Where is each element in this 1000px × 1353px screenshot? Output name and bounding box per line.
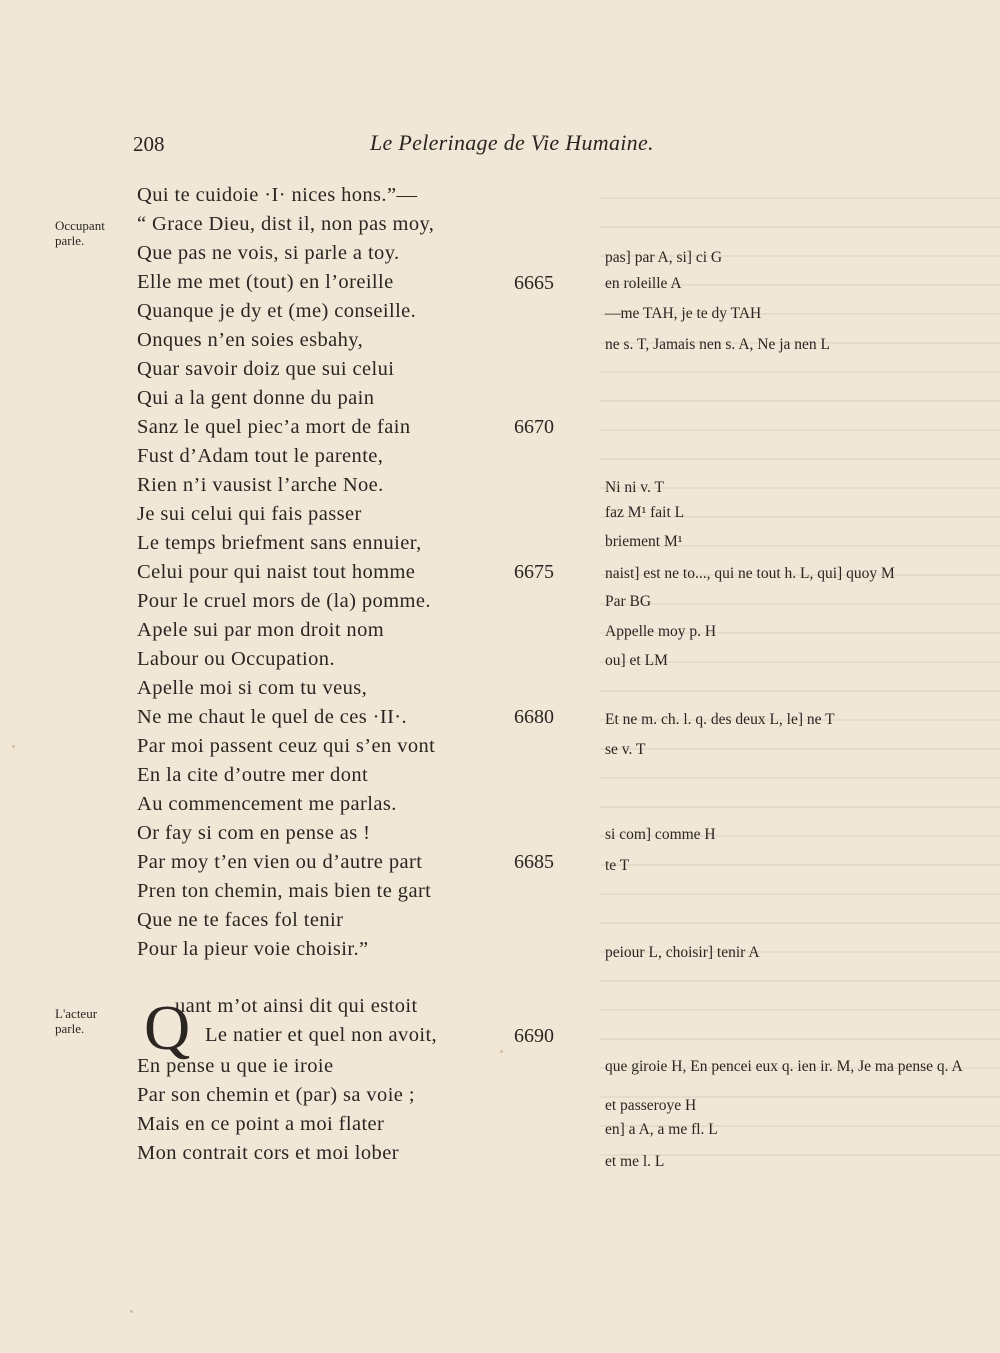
verse-line: En la cite d’outre mer dont: [137, 764, 369, 786]
verse-line: Ne me chaut le quel de ces ·II·.: [137, 706, 408, 728]
variant-note: Par BG: [605, 593, 652, 610]
variant-note: briement M¹: [605, 533, 683, 550]
variant-note: peiour L, choisir] tenir A: [605, 944, 760, 961]
paper-speck: [12, 745, 15, 748]
verse-line: Pour le cruel mors de (la) pomme.: [137, 590, 431, 612]
verse-line: En pense u que ie iroie: [137, 1055, 334, 1077]
variant-note: Et ne m. ch. l. q. des deux L, le] ne T: [605, 711, 835, 728]
margin-note-occupant: Occupant parle.: [55, 218, 105, 248]
variant-note: en roleille A: [605, 275, 682, 292]
verse-line: Labour ou Occupation.: [137, 648, 335, 670]
variant-note: et me l. L: [605, 1153, 665, 1170]
running-head: Le Pelerinage de Vie Humaine.: [370, 130, 654, 155]
variant-note: en] a A, a me fl. L: [605, 1121, 718, 1138]
verse-line: Mais en ce point a moi flater: [137, 1113, 385, 1135]
verse-line: “ Grace Dieu, dist il, non pas moy,: [137, 213, 435, 235]
verse-line: Pren ton chemin, mais bien te gart: [137, 880, 432, 902]
drop-cap-initial: Q: [144, 992, 191, 1063]
line-number: 6670: [514, 416, 554, 438]
variant-note: que giroie H, En pencei eux q. ien ir. M, Je ma pense q. A: [605, 1058, 963, 1075]
margin-note-acteur: L'acteur parle.: [55, 1006, 98, 1036]
verse-line: uant m’ot ainsi dit qui estoit: [175, 995, 418, 1017]
variant-note: faz M¹ fait L: [605, 504, 685, 521]
verse-line: Qui te cuidoie ·I· nices hons.”—: [137, 184, 418, 206]
verse-line: Le natier et quel non avoit,: [205, 1024, 438, 1046]
verse-line: Rien n’i vausist l’arche Noe.: [137, 474, 384, 496]
verse-line: Quar savoir doiz que sui celui: [137, 358, 395, 380]
variant-note: pas] par A, si] ci G: [605, 249, 723, 266]
verse-line: Apelle moi si com tu veus,: [137, 677, 368, 699]
verse-line: Apele sui par mon droit nom: [137, 619, 385, 641]
variant-note: —me TAH, je te dy TAH: [605, 305, 762, 322]
verse-line: Que ne te faces fol tenir: [137, 909, 344, 931]
variant-note: naist] est ne to..., qui ne tout h. L, qui] quoy M: [605, 565, 895, 582]
verse-line: Par moi passent ceuz qui s’en vont: [137, 735, 436, 757]
paper-speck: [500, 1050, 503, 1053]
verse-line: Onques n’en soies esbahy,: [137, 329, 364, 351]
variant-note: et passeroye H: [605, 1097, 697, 1114]
verse-line: Que pas ne vois, si parle a toy.: [137, 242, 400, 264]
show-through-text: [600, 175, 1000, 1175]
verse-line: Au commencement me parlas.: [137, 793, 397, 815]
line-number: 6680: [514, 706, 554, 728]
variant-note: ou] et LM: [605, 652, 668, 669]
verse-line: Elle me met (tout) en l’oreille: [137, 271, 394, 293]
variant-note: te T: [605, 857, 630, 874]
verse-line: Quanque je dy et (me) conseille.: [137, 300, 417, 322]
line-number: 6685: [514, 851, 554, 873]
verse-line: Pour la pieur voie choisir.”: [137, 938, 369, 960]
verse-line: Par son chemin et (par) sa voie ;: [137, 1084, 415, 1106]
verse-line: Le temps briefment sans ennuier,: [137, 532, 422, 554]
verse-line: Qui a la gent donne du pain: [137, 387, 375, 409]
variant-note: Appelle moy p. H: [605, 623, 717, 640]
verse-line: Fust d’Adam tout le parente,: [137, 445, 384, 467]
variant-note: Ni ni v. T: [605, 479, 664, 496]
line-number: 6665: [514, 272, 554, 294]
page-number: 208: [133, 132, 165, 156]
line-number: 6690: [514, 1025, 554, 1047]
verse-line: Sanz le quel piec’a mort de fain: [137, 416, 411, 438]
verse-line: Par moy t’en vien ou d’autre part: [137, 851, 423, 873]
variant-note: se v. T: [605, 741, 646, 758]
paper-speck: [130, 1310, 133, 1313]
variant-note: ne s. T, Jamais nen s. A, Ne ja nen L: [605, 336, 830, 353]
verse-line: Je sui celui qui fais passer: [137, 503, 362, 525]
verse-line: Celui pour qui naist tout homme: [137, 561, 416, 583]
variant-note: si com] comme H: [605, 826, 716, 843]
verse-line: Mon contrait cors et moi lober: [137, 1142, 399, 1164]
line-number: 6675: [514, 561, 554, 583]
verse-line: Or fay si com en pense as !: [137, 822, 371, 844]
